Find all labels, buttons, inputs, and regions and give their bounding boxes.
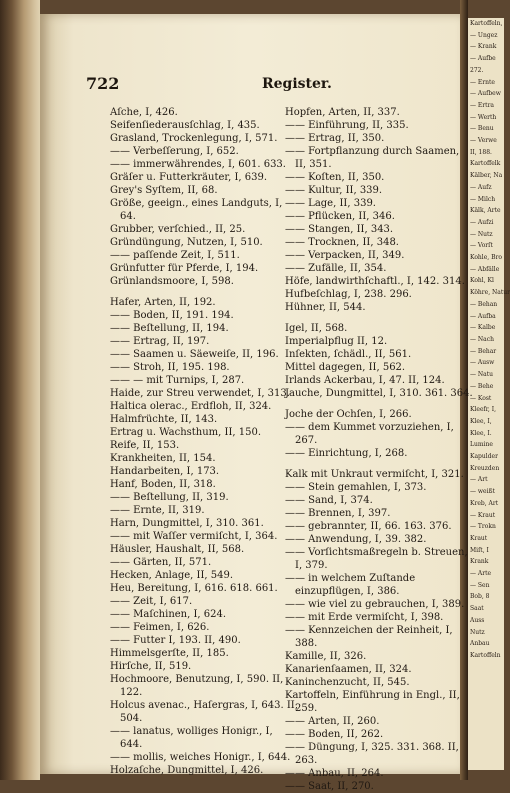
index-entry: Grünlandsmoore, I, 598. [110, 276, 234, 287]
index-entry: —— Düngung, I, 325. 331. 368. II, 263. [285, 742, 459, 766]
next-page-fragment: — Ernte [470, 78, 495, 86]
index-entry: Heu, Bereitung, I, 616. 618. 661. [110, 583, 278, 594]
index-entry: Seifenſiederausſchlag, I, 435. [110, 120, 260, 131]
next-page-fragment: — Behan [470, 300, 498, 308]
next-page-fragment: Kohl, Kl [470, 277, 494, 285]
index-entry: Hopfen, Arten, II, 337. [285, 107, 400, 118]
next-page-fragment: — Kraut [470, 511, 496, 519]
index-entry: —— Stein gemahlen, I, 373. [285, 482, 427, 493]
index-entry: —— Arten, II, 260. [285, 716, 380, 727]
next-page-fragment: Kreb, Art [470, 499, 499, 507]
index-entry: —— Kennzeichen der Reinheit, I, 388. [285, 625, 453, 649]
index-entry: —— — mit Turnips, I, 287. [110, 375, 245, 386]
next-page-fragment: — Vorſt [470, 242, 493, 250]
index-entry: —— Zufälle, II, 354. [285, 263, 387, 274]
next-page-fragment: — Aufz [470, 183, 492, 191]
index-entry: Hühner, II, 544. [285, 302, 366, 313]
next-page-fragment: Kartoffeln, [470, 20, 503, 27]
index-entry: Joche der Ochſen, I, 266. [285, 409, 412, 420]
next-page-fragment: Krank [470, 558, 489, 566]
index-entry: Irlands Ackerbau, I, 47. II, 124. [285, 375, 445, 386]
index-entry: Haltica olerac., Erdfloh, II, 324. [110, 401, 272, 412]
next-page-fragment: Kraut [470, 534, 488, 542]
index-entry: —— Anwendung, I, 39. 382. [285, 534, 427, 545]
next-page-fragment: — Kalbe [470, 324, 496, 332]
next-page-fragment: Anbau [470, 640, 490, 648]
next-page-fragment: Nutz [470, 628, 485, 636]
index-entry: Himmelsgerſte, II, 185. [110, 648, 229, 659]
index-entry: Kamille, II, 326. [285, 651, 367, 662]
index-entry: —— Ertrag, II, 197. [110, 336, 210, 347]
next-page-fragment: Kartoffelk [470, 160, 501, 168]
index-entry: Reife, II, 153. [110, 440, 180, 451]
index-entry: Imperialpflug II, 12. [285, 336, 388, 347]
index-entry: —— Pflücken, II, 346. [285, 211, 395, 222]
next-page-fragment: — Aufba [470, 312, 496, 320]
next-page-fragment: Kohle, Bro [470, 254, 502, 262]
next-page-fragment: — Milch [470, 195, 496, 203]
next-page-fragment: — Sen [470, 581, 490, 589]
next-page-fragment: Lumine [470, 441, 493, 449]
index-entry: —— Saat, II, 270. [285, 781, 374, 792]
index-entry: —— Zeit, I, 617. [110, 596, 193, 607]
index-entry: Gräſer u. Futterkräuter, I, 639. [110, 172, 268, 183]
index-entry: Gründüngung, Nutzen, I, 510. [110, 237, 263, 248]
next-page-fragment: Saat [470, 605, 484, 613]
next-page-fragment: Bob, 8 [470, 593, 490, 601]
index-entry: —— Lage, II, 339. [285, 198, 376, 209]
index-entry: Kalk mit Unkraut vermiſcht, I, 321. [285, 469, 464, 480]
next-page-fragment: — Ausw [470, 359, 495, 367]
index-entry: —— in welchem Zuſtande einzupflügen, I, 386. [285, 573, 416, 597]
index-entry: —— dem Kummet vorzuziehen, I, 267. [285, 422, 454, 446]
index-entry: —— Futter I, 193. II, 490. [110, 635, 241, 646]
index-entry: —— lanatus, wolliges Honigr., I, 644. [110, 726, 273, 750]
next-page-fragment: Klee, I, [470, 417, 492, 425]
index-entry: Harn, Dungmittel, I, 310. 361. [110, 518, 264, 529]
next-page-fragment: Kapulder [470, 453, 498, 461]
next-page-fragment: — Aufbe [470, 55, 496, 63]
next-page-fragment: Miſt, I [470, 546, 489, 554]
index-entry: —— Anbau, II, 264. [285, 768, 384, 779]
index-entry: Höfe, landwirthſchaftl., I, 142. 314. [285, 276, 465, 287]
section-gap [285, 460, 473, 468]
next-page-fragment: Auss [470, 616, 485, 624]
next-page-fragment: Köhre, Natur [470, 289, 510, 297]
index-entry: —— mit Erde vermiſcht, I, 398. [285, 612, 444, 623]
next-page-fragment: Klee, I. [470, 429, 492, 437]
index-entry: Holcus avenac., Haſergras, I, 643. II, 504. [110, 700, 298, 724]
index-entry: —— gebrannter, II, 66. 163. 376. [285, 521, 452, 532]
index-entry: Grubber, verſchied., II, 25. [110, 224, 246, 235]
index-entry: Hochmoore, Benutzung, I, 590. II, 122. [110, 674, 284, 698]
index-entry: —— Fortpflanzung durch Saamen, II, 351. [285, 146, 460, 170]
index-entry: Kaninchenzucht, II, 545. [285, 677, 410, 688]
next-page-fragment: — Art [470, 476, 488, 484]
index-entry: Igel, II, 568. [285, 323, 348, 334]
next-page-fragment: 272. [470, 66, 484, 74]
index-entry: —— Ernte, II, 319. [110, 505, 205, 516]
index-entry: —— Vorſichtsmaßregeln b. Streuen, I, 379. [285, 547, 468, 571]
next-page-fragment: — Aufbew [470, 90, 501, 98]
index-entry: Häusler, Haushalt, II, 568. [110, 544, 245, 555]
next-page-fragment: — Arte [470, 570, 492, 578]
index-entry: Mittel dagegen, II, 562. [285, 362, 406, 373]
section-gap [285, 400, 473, 408]
index-entry: —— Einrichtung, I, 268. [285, 448, 408, 459]
index-entry: Inſekten, ſchädl., II, 561. [285, 349, 412, 360]
index-entry: —— Maſchinen, I, 624. [110, 609, 227, 620]
index-entry: Krankheiten, II, 154. [110, 453, 216, 464]
index-entry: Hirſche, II, 519. [110, 661, 192, 672]
next-page-fragment: — Verwe [470, 137, 497, 145]
index-entry: —— Verbeſſerung, I, 652. [110, 146, 239, 157]
index-entry: —— Verpacken, II, 349. [285, 250, 405, 261]
index-entry: Handarbeiten, I, 173. [110, 466, 220, 477]
index-entry: —— Koſten, II, 350. [285, 172, 385, 183]
index-entry: —— Boden, II, 262. [285, 729, 384, 740]
index-entry: —— Stangen, II, 343. [285, 224, 394, 235]
index-entry: —— Brennen, I, 397. [285, 508, 391, 519]
next-page-fragment: — Nutz [470, 230, 493, 238]
index-entry: —— mit Waſſer vermiſcht, I, 364. [110, 531, 278, 542]
next-page-fragment: — Werth [470, 113, 497, 121]
index-entry: Aſche, I, 426. [110, 107, 178, 118]
next-page-fragment: — Krank [470, 43, 497, 51]
index-entry: Hafer, Arten, II, 192. [110, 297, 216, 308]
next-page-fragment: Kreuzden [470, 464, 500, 472]
index-entry: Hanf, Boden, II, 318. [110, 479, 216, 490]
next-page-fragment: Kleefr, I, [470, 406, 497, 414]
next-page-fragment: — weißt [470, 488, 495, 496]
index-entry: Grasland, Trockenlegung, I, 571. [110, 133, 278, 144]
index-entry: —— Gärten, II, 571. [110, 557, 212, 568]
next-page-fragment: — Behe [470, 382, 494, 390]
next-page-fragment: — Ungez [470, 31, 498, 39]
next-page-fragment: Kartoffeln [470, 651, 501, 659]
next-page-fragment: II, 188. [470, 148, 492, 156]
index-entry: —— Einführung, II, 335. [285, 120, 409, 131]
index-entry: Halmfrüchte, II, 143. [110, 414, 218, 425]
index-entry: Grünfutter für Pferde, I, 194. [110, 263, 259, 274]
page-number: 722 [86, 74, 120, 93]
index-entry: —— Sand, I, 374. [285, 495, 373, 506]
book-spine [0, 0, 40, 780]
index-entry: —— Kultur, II, 339. [285, 185, 383, 196]
section-gap [285, 314, 473, 322]
index-entry: Ertrag u. Wachsthum, II, 150. [110, 427, 262, 438]
index-entry: Grey's Syſtem, II, 68. [110, 185, 218, 196]
index-entry: —— Beſtellung, II, 194. [110, 323, 229, 334]
index-entry: Kartoffeln, Einführung in Engl., II, 259. [285, 690, 460, 714]
next-page-fragment: — Natu [470, 371, 494, 379]
next-page-fragment: — Abfälle [470, 265, 500, 273]
index-entry: —— Trocknen, II, 348. [285, 237, 399, 248]
index-column-right [285, 106, 473, 793]
index-entry: Jauche, Dungmittel, I, 310. 361. 364. [285, 388, 473, 399]
index-entry: —— immerwährendes, I, 601. 633. [110, 159, 286, 170]
next-page-fragment: — Trokn [470, 523, 496, 531]
index-entry: —— Beſtellung, II, 319. [110, 492, 229, 503]
next-page-fragment: Kälber, Na [470, 172, 503, 180]
index-entry: —— Saamen u. Säeweiſe, II, 196. [110, 349, 279, 360]
running-head: Register. [262, 76, 332, 92]
next-page-fragment: — Benu [470, 125, 494, 133]
index-entry: Hufbeſchlag, I, 238. 296. [285, 289, 412, 300]
next-page-fragment: — Nach [470, 335, 494, 343]
next-page-fragment: — Kost [470, 394, 492, 402]
index-entry: Größe, geeign., eines Landguts, I, 64. [110, 198, 283, 222]
index-entry: —— mollis, weiches Honigr., I, 644. [110, 752, 291, 763]
next-page-fragment: — Behar [470, 347, 497, 355]
section-gap [110, 288, 298, 296]
index-entry: —— Stroh, II, 195. 198. [110, 362, 230, 373]
index-column-left [110, 106, 298, 777]
next-page-fragment: Kälk, Arte [470, 207, 501, 215]
index-entry: Holzaſche, Dungmittel, I, 426. [110, 765, 264, 776]
index-entry: —— wie viel zu gebrauchen, I, 389. [285, 599, 465, 610]
index-entry: —— paſſende Zeit, I, 511. [110, 250, 240, 261]
index-entry: —— Ertrag, II, 350. [285, 133, 385, 144]
index-entry: Hecken, Anlage, II, 549. [110, 570, 234, 581]
index-entry: —— Feimen, I, 626. [110, 622, 210, 633]
index-entry: Kanarienſaamen, II, 324. [285, 664, 412, 675]
next-page-edge [468, 18, 510, 770]
index-entry: Haide, zur Streu verwendet, I, 313. [110, 388, 290, 399]
index-entry: —— Boden, II, 191. 194. [110, 310, 234, 321]
next-page-fragment: — Ertra [470, 101, 495, 109]
next-page-fragment: — Aufzi [470, 218, 494, 226]
